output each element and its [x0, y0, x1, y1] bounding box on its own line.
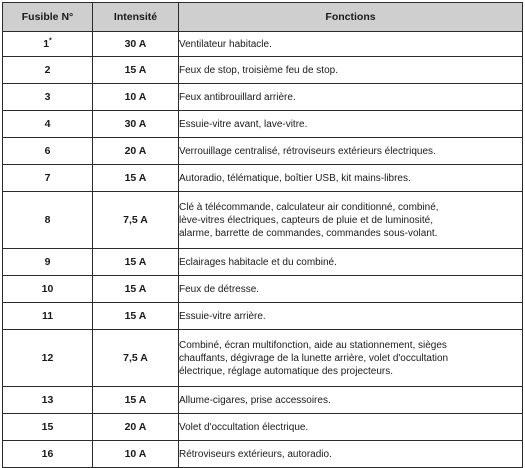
fuse-functions-text: Ventilateur habitacle. — [179, 38, 272, 50]
fuse-functions — [179, 441, 523, 468]
fuse-number: 11 — [3, 303, 93, 330]
table-row — [3, 276, 523, 303]
fuse-functions — [179, 276, 523, 303]
fuse-number: 13 — [3, 387, 93, 414]
fuse-number: 16 — [3, 441, 93, 468]
fuse-intensity: 10 A — [93, 441, 179, 468]
fuse-functions-text: Volet d'occultation électrique. — [179, 421, 309, 433]
table-row — [3, 303, 523, 330]
fuse-number: 7 — [3, 165, 93, 192]
fuse-functions — [179, 192, 523, 249]
fuse-intensity: 15 A — [93, 57, 179, 84]
header-fuse-no: Fusible N° — [3, 3, 93, 32]
fuse-number: 9 — [3, 249, 93, 276]
fuse-number: 4 — [3, 111, 93, 138]
fuse-functions-text: Eclairages habitacle et du combiné. — [179, 256, 337, 268]
fuse-number: 3 — [3, 84, 93, 111]
fuse-number: 15 — [3, 414, 93, 441]
fuse-functions — [179, 330, 523, 387]
fuse-functions-text: Combiné, écran multifonction, aide au stationnement, sièges chauffants, dégivrage de la lunette arrière, volet d'occultation électrique, réglage automatique des projecteurs. — [179, 339, 449, 377]
fuse-intensity: 20 A — [93, 414, 179, 441]
table-row — [3, 32, 523, 57]
table-header — [3, 3, 523, 32]
fuse-number-text: 1 — [43, 37, 50, 50]
table-row — [3, 57, 523, 84]
table-row — [3, 330, 523, 387]
header-row — [3, 3, 523, 32]
fuse-table-container — [2, 2, 522, 468]
fuse-intensity: 15 A — [93, 276, 179, 303]
fuse-number — [3, 32, 93, 57]
fuse-number: 6 — [3, 138, 93, 165]
table-row — [3, 84, 523, 111]
fuse-functions — [179, 138, 523, 165]
fuse-functions — [179, 84, 523, 111]
fuse-functions-text: Rétroviseurs extérieurs, autoradio. — [179, 448, 332, 460]
fuse-functions-text: Feux antibrouillard arrière. — [179, 91, 296, 103]
table-row — [3, 249, 523, 276]
fuse-functions-text: Feux de détresse. — [179, 283, 260, 295]
header-intensity: Intensité — [93, 3, 179, 32]
fuse-intensity: 15 A — [93, 165, 179, 192]
fuse-intensity: 15 A — [93, 387, 179, 414]
fuse-intensity: 15 A — [93, 249, 179, 276]
fuse-functions-text: Essuie-vitre arrière. — [179, 310, 266, 322]
fuse-functions-text: Clé à télécommande, calculateur air conditionné, combiné, lève-vitres électriques, capteurs de pluie et de luminosité, alarme, barrette de commandes, commandes sous-volant. — [179, 201, 439, 239]
header-functions: Fonctions — [179, 3, 523, 32]
table-body — [3, 32, 523, 468]
fuse-intensity: 30 A — [93, 111, 179, 138]
fuse-intensity: 7,5 A — [93, 192, 179, 249]
fuse-functions — [179, 32, 523, 57]
fuse-functions-text: Autoradio, télématique, boîtier USB, kit mains-libres. — [179, 172, 411, 184]
fuse-intensity: 10 A — [93, 84, 179, 111]
fuse-footnote-mark: * — [49, 37, 52, 44]
fuse-functions — [179, 57, 523, 84]
fuse-functions-text: Verrouillage centralisé, rétroviseurs extérieurs électriques. — [179, 145, 436, 157]
fuse-intensity: 7,5 A — [93, 330, 179, 387]
fuse-functions — [179, 387, 523, 414]
fuse-functions-text: Feux de stop, troisième feu de stop. — [179, 64, 338, 76]
fuse-table — [2, 2, 523, 468]
fuse-intensity: 30 A — [93, 32, 179, 57]
fuse-number: 2 — [3, 57, 93, 84]
fuse-functions — [179, 303, 523, 330]
fuse-intensity: 15 A — [93, 303, 179, 330]
fuse-number: 8 — [3, 192, 93, 249]
fuse-functions — [179, 111, 523, 138]
fuse-functions — [179, 414, 523, 441]
table-row — [3, 414, 523, 441]
fuse-functions — [179, 165, 523, 192]
table-row — [3, 111, 523, 138]
fuse-functions-text: Allume-cigares, prise accessoires. — [179, 394, 331, 406]
table-row — [3, 192, 523, 249]
fuse-functions-text: Essuie-vitre avant, lave-vitre. — [179, 118, 308, 130]
fuse-intensity: 20 A — [93, 138, 179, 165]
table-row — [3, 138, 523, 165]
fuse-functions — [179, 249, 523, 276]
fuse-number: 10 — [3, 276, 93, 303]
fuse-number: 12 — [3, 330, 93, 387]
table-row — [3, 441, 523, 468]
table-row — [3, 165, 523, 192]
table-row — [3, 387, 523, 414]
